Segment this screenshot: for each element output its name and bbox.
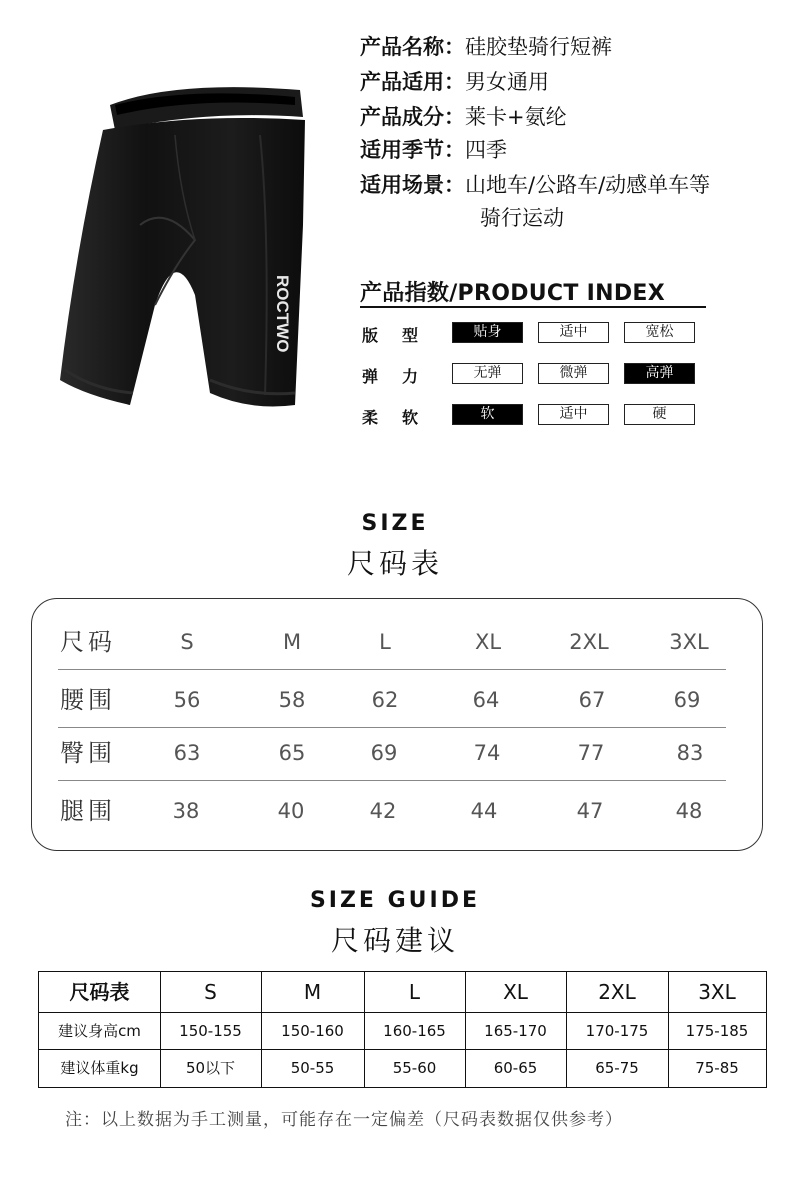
index-label-fit: 版型	[362, 326, 443, 345]
size-title-en: SIZE	[361, 511, 429, 536]
cell: 50以下	[185, 1059, 236, 1077]
spec-season: 适用季节：四季	[360, 138, 507, 162]
index-softness-option-2: 适中	[538, 404, 609, 425]
cell: 56	[173, 688, 201, 712]
cell: 165-170	[484, 1022, 547, 1040]
index-softness-option-1: 软	[452, 404, 523, 425]
size-chart-size: 3XL	[669, 630, 709, 654]
index-elasticity-option-1: 无弹	[452, 363, 523, 384]
cell: 38	[172, 799, 200, 823]
size-chart-header-label: 尺码	[60, 628, 116, 656]
spec-name: 产品名称：硅胶垫骑行短裤	[360, 35, 612, 59]
cell: 63	[173, 741, 201, 765]
size-guide-size: 2XL	[598, 980, 636, 1004]
index-divider	[360, 306, 706, 308]
size-chart-size: S	[180, 630, 194, 654]
size-title-zh: 尺码表	[346, 547, 443, 580]
cell: 50-55	[290, 1059, 335, 1077]
size-guide-row-label: 建议体重kg	[60, 1059, 139, 1077]
spec-material: 产品成分：莱卡+氨纶	[360, 105, 567, 129]
cell: 48	[675, 799, 703, 823]
cell: 65-75	[595, 1059, 639, 1077]
index-elasticity-option-3: 高弹	[624, 363, 695, 384]
cell: 64	[472, 688, 500, 712]
spec-gender: 产品适用：男女通用	[360, 70, 549, 94]
index-label-softness: 柔软	[362, 408, 443, 427]
cell: 55-60	[392, 1059, 437, 1077]
row-label: 臀围	[60, 739, 116, 767]
table-row	[58, 784, 726, 839]
size-guide-size: M	[303, 980, 322, 1004]
index-fit-option-1: 贴身	[452, 322, 523, 343]
size-guide-header-label: 尺码表	[69, 980, 130, 1004]
cell: 47	[576, 799, 604, 823]
index-elasticity-option-2: 微弹	[538, 363, 609, 384]
index-fit-option-2: 适中	[538, 322, 609, 343]
measurement-note: 注：以上数据为手工测量，可能存在一定偏差（尺码表数据仅供参考）	[65, 1110, 623, 1130]
cell: 62	[371, 688, 399, 712]
table-row	[58, 726, 726, 781]
cell: 150-160	[281, 1022, 344, 1040]
size-chart-size: M	[282, 630, 302, 654]
cell: 42	[369, 799, 397, 823]
row-label: 腰围	[60, 686, 116, 714]
cycling-shorts-image	[55, 75, 335, 415]
cell: 44	[470, 799, 498, 823]
index-title: 产品指数/PRODUCT INDEX	[360, 281, 665, 306]
row-label: 腿围	[60, 797, 116, 825]
size-chart-size: L	[379, 630, 391, 654]
cell: 67	[578, 688, 606, 712]
cell: 160-165	[383, 1022, 446, 1040]
table-row	[58, 673, 726, 728]
spec-scene: 适用场景：山地车/公路车/动感单车等	[360, 173, 711, 197]
cell: 83	[676, 741, 704, 765]
size-guide-title-en: SIZE GUIDE	[309, 888, 481, 913]
cell: 150-155	[179, 1022, 242, 1040]
size-guide-size: L	[408, 980, 421, 1004]
size-chart-size: 2XL	[569, 630, 609, 654]
size-guide-size: S	[204, 980, 217, 1004]
cell: 65	[278, 741, 306, 765]
size-guide-table	[38, 971, 767, 1088]
size-chart-header-row	[58, 615, 726, 670]
index-fit-option-3: 宽松	[624, 322, 695, 343]
cell: 74	[473, 741, 501, 765]
brand-logo: ROCTWO	[273, 275, 292, 353]
cell: 58	[278, 688, 306, 712]
cell: 170-175	[585, 1022, 649, 1040]
cell: 77	[577, 741, 605, 765]
cell: 75-85	[695, 1059, 739, 1077]
index-softness-option-3: 硬	[624, 404, 695, 425]
size-guide-title-zh: 尺码建议	[330, 924, 459, 957]
cell: 175-185	[685, 1022, 749, 1040]
cell: 69	[673, 688, 701, 712]
size-guide-size: XL	[503, 980, 528, 1004]
cell: 40	[277, 799, 305, 823]
cell: 60-65	[493, 1059, 538, 1077]
spec-scene-cont: 骑行运动	[480, 206, 564, 230]
size-guide-size: 3XL	[698, 980, 736, 1004]
cell: 69	[370, 741, 398, 765]
index-label-elasticity: 弹力	[362, 367, 443, 386]
size-guide-row-label: 建议身高cm	[58, 1022, 141, 1040]
size-chart-size: XL	[474, 630, 502, 654]
